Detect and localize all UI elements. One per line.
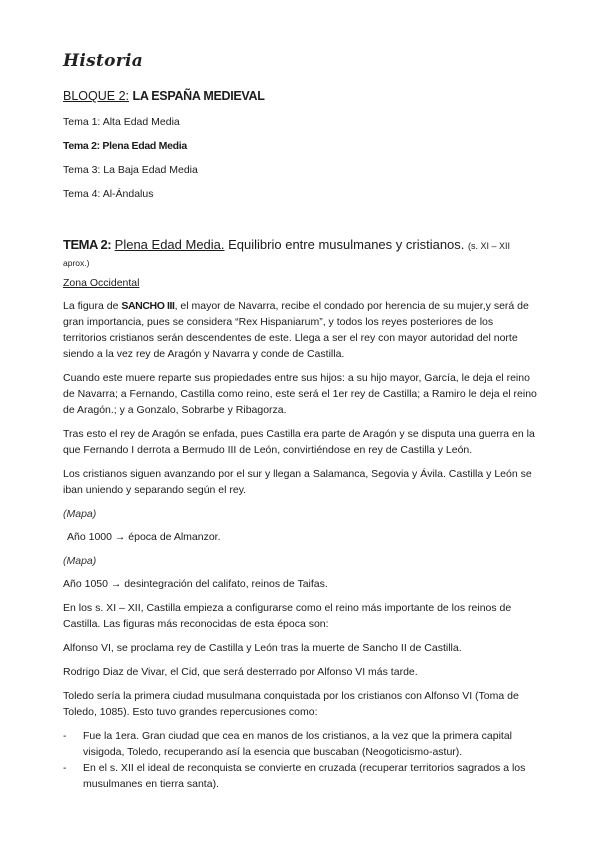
emphasis: SANCHO III — [121, 300, 175, 312]
map-placeholder: (Mapa) — [63, 508, 97, 520]
timeline-entry: Año 1000 → época de Almanzor. — [67, 531, 221, 543]
topic-approx: aprox.) — [63, 258, 90, 268]
paragraph: Rodrigo Diaz de Vivar, el Cid, que será desterrado por Alfonso VI más tarde. — [63, 666, 418, 678]
paragraph: Alfonso VI, se proclama rey de Castilla y León tras la muerte de Sancho II de Castilla. — [63, 642, 462, 654]
paragraph: Los cristianos siguen avanzando por el sur y llegan a Salamanca, Segovia y Ávila. Castilla y León se iban uniendo y separando según el rey. — [63, 468, 532, 496]
paragraph-text: , el mayor de Navarra, recibe el condado por herencia de su mujer,y será de gran importancia, pues se considera “Rex Hispaniarum”, y todos los reyes posteriores de los territorios cristianos serán descendentes de este. Llega a ser el rey con mayor autoridad del norte siendo a la vez rey de Aragón y Navarra y conde de Castilla. — [63, 300, 529, 360]
paragraph-text: La figura de — [63, 300, 122, 312]
section-heading: Zona Occidental — [63, 277, 140, 289]
topic-item: Tema 4: Al-Ándalus — [63, 188, 154, 200]
topic-name: Plena Edad Media. — [114, 237, 225, 252]
topic-heading — [63, 237, 543, 271]
block-label: BLOQUE 2: — [63, 89, 129, 103]
list-item-text: En el s. XII el ideal de reconquista se convierte en cruzada (recuperar territorios sagrados a los musulmanes en tierra santa). — [83, 762, 526, 790]
block-title: LA ESPAÑA MEDIEVAL — [132, 89, 265, 103]
bullet-marker: - — [63, 730, 67, 742]
topic-item-current: Tema 2: Plena Edad Media — [63, 140, 187, 152]
block-heading — [63, 89, 265, 103]
document-body — [63, 298, 537, 792]
paragraph: Tras esto el rey de Aragón se enfada, pues Castilla era parte de Aragón y se disputa una guerra en la que Fernando I derrota a Bermudo III de León, convirtiéndose en rey de Castilla y León. — [63, 428, 535, 456]
bullet-marker: - — [63, 762, 67, 774]
map-placeholder: (Mapa) — [63, 555, 97, 567]
paragraph: Cuando este muere reparte sus propiedades entre sus hijos: a su hijo mayor, García, le deja el reino de Navarra; a Fernando, Castilla como reino, este será el 1er rey de Castilla; a Ramiro le deja el reino de Aragón.; y a Gonzalo, Sobrarbe y Ribagorza. — [63, 372, 537, 416]
list-item — [63, 760, 537, 792]
topic-subtitle: Equilibrio entre musulmanes y cristianos. — [224, 237, 469, 252]
topic-century-range: (s. XI – XII — [468, 241, 511, 251]
bullet-list — [63, 728, 537, 792]
paragraph — [63, 298, 537, 362]
topic-item: Tema 1: Alta Edad Media — [63, 116, 180, 128]
topic-list — [63, 115, 198, 211]
subject-title: Historia — [63, 51, 144, 71]
paragraph: En los s. XI – XII, Castilla empieza a configurarse como el reino más importante de los reinos de Castilla. Las figuras más reconocidas de esta época son: — [63, 602, 512, 630]
list-item-text: Fue la 1era. Gran ciudad que cea en manos de los cristianos, a la vez que la primera capital visigoda, Toledo, recuperando así la esencia que buscaban (Neogoticismo-astur). — [83, 730, 512, 758]
topic-number: TEMA 2: — [63, 237, 112, 252]
paragraph: Toledo sería la primera ciudad musulmana conquistada por los cristianos con Alfonso VI (Toma de Toledo, 1085). Esto tuvo grandes repercusiones como: — [63, 690, 519, 718]
timeline-entry: Año 1050 → desintegración del califato, reinos de Taifas. — [63, 578, 328, 590]
topic-item: Tema 3: La Baja Edad Media — [63, 164, 198, 176]
list-item — [63, 728, 537, 760]
